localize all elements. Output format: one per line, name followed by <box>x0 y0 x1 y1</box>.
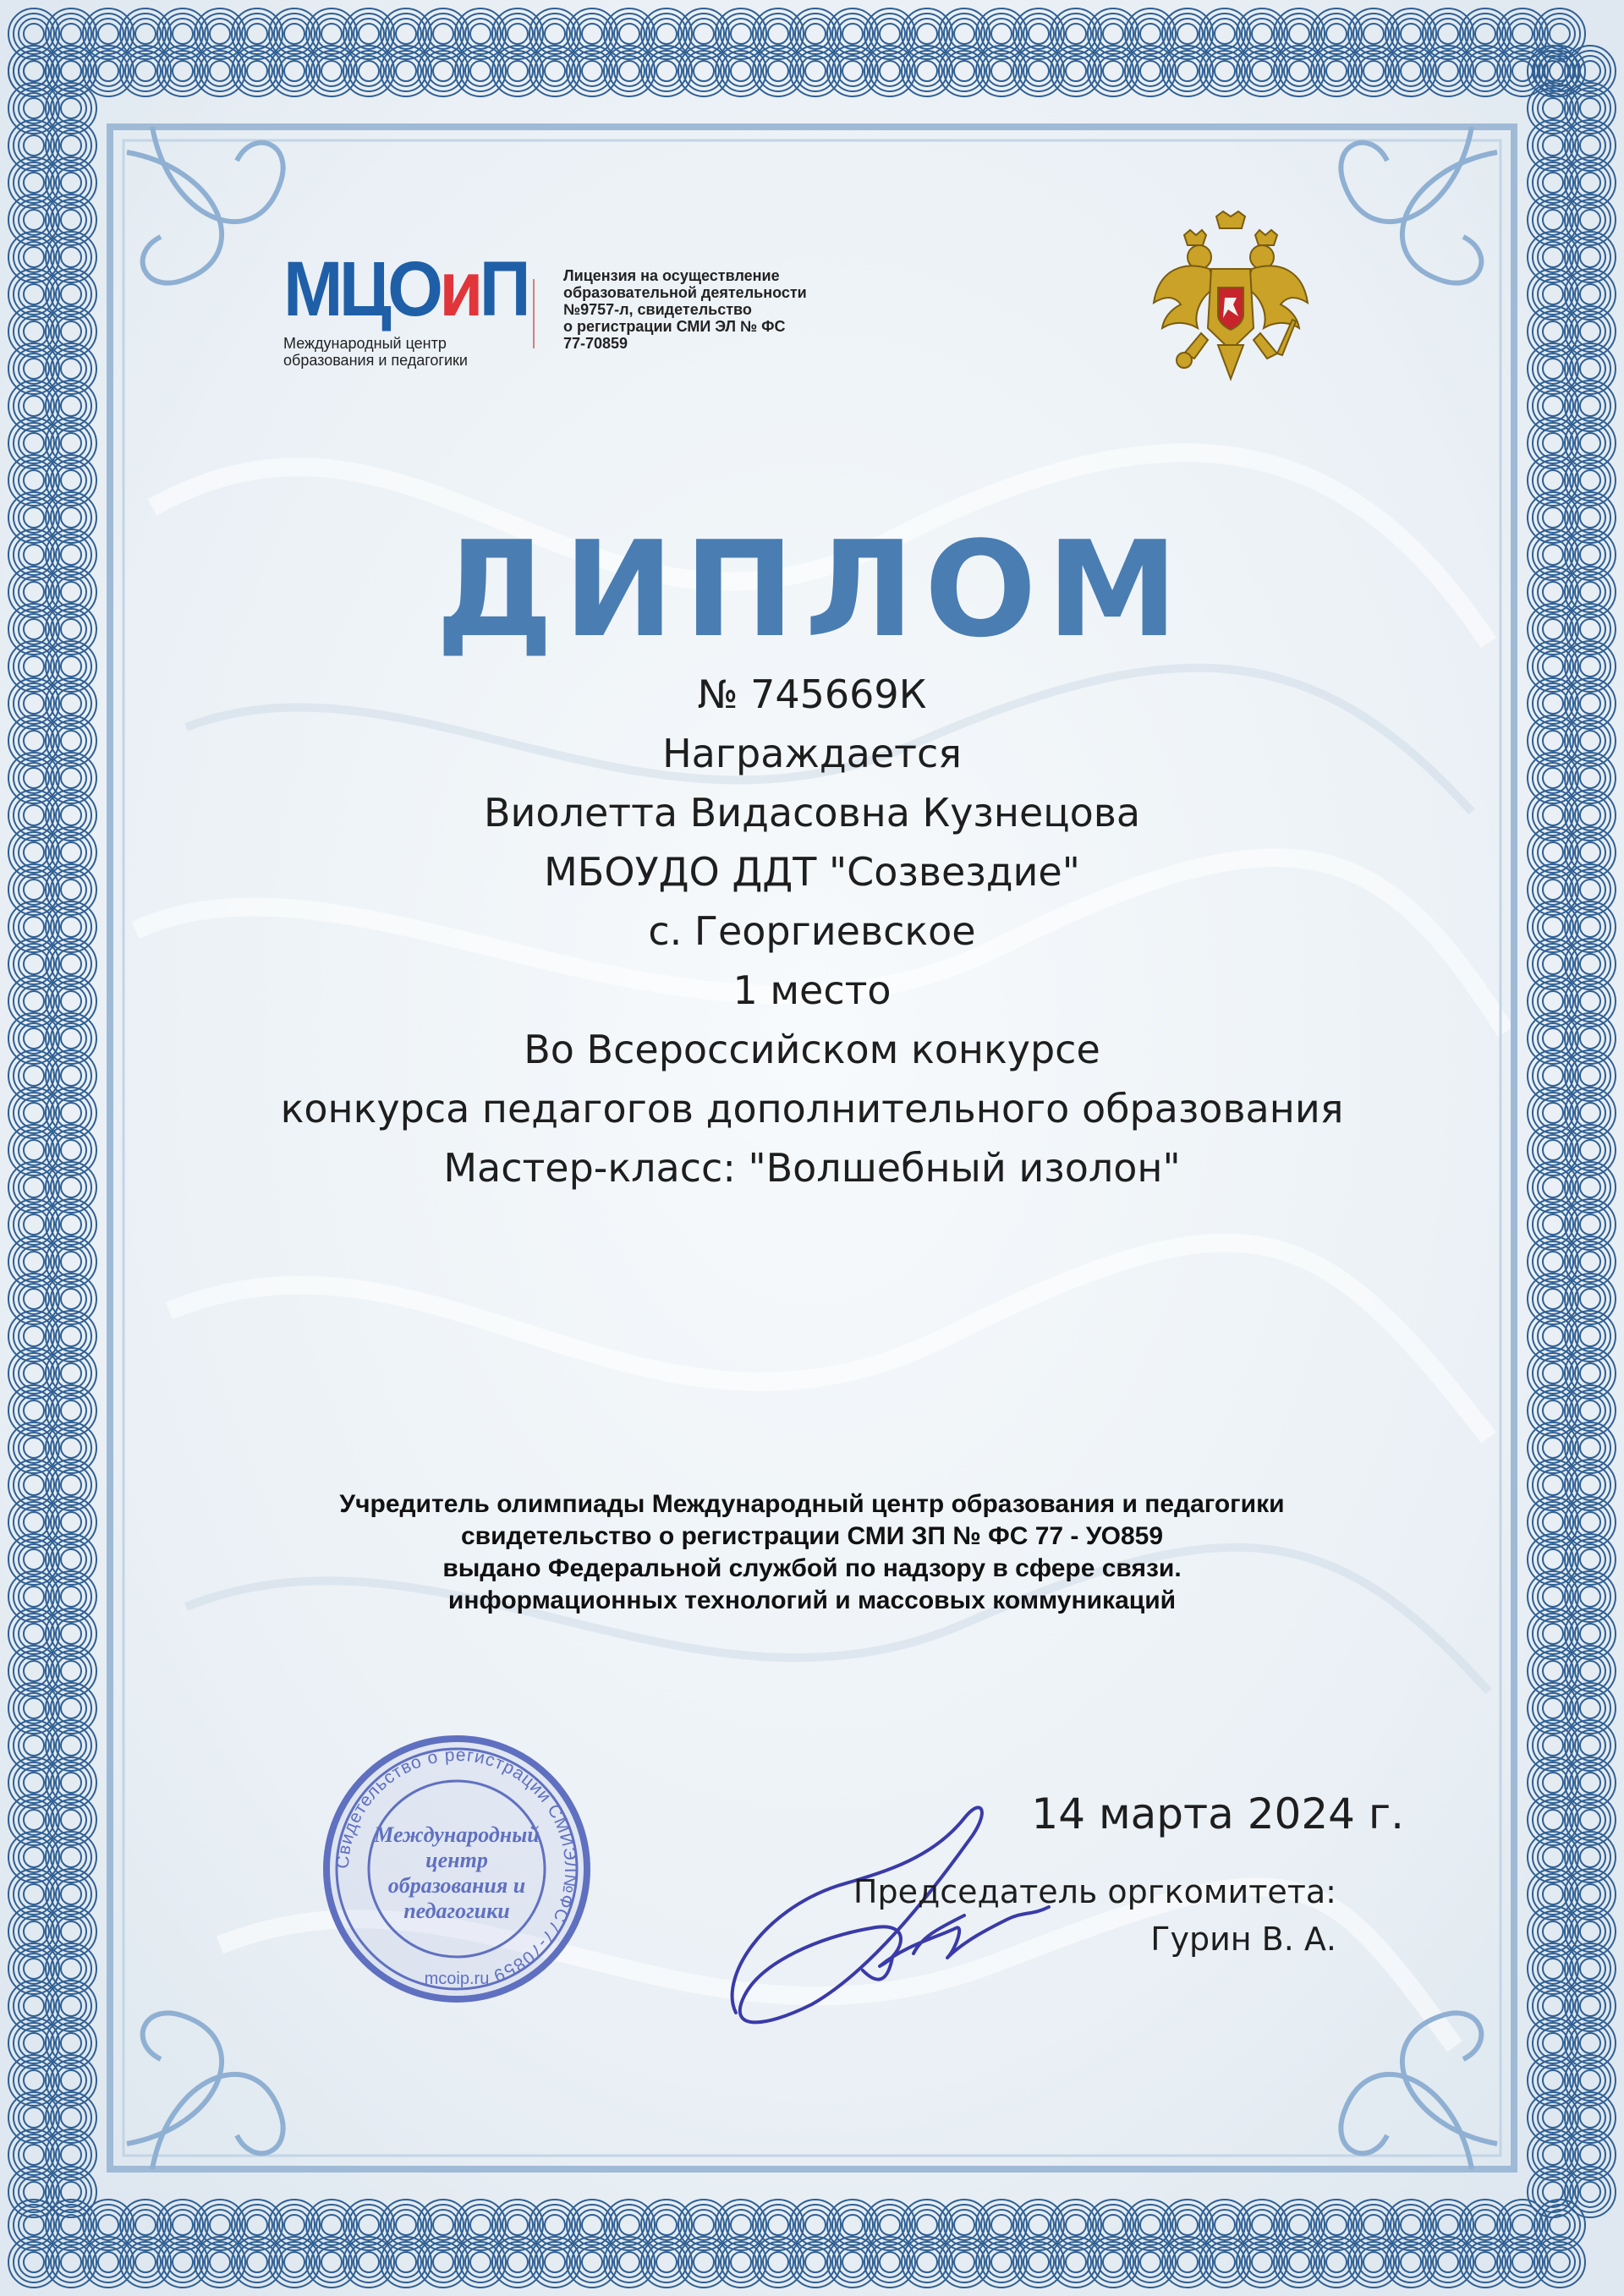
stamp-ring-text: Свидетельство о регистрации СМИЭЛ№ФС77-70859 <box>332 1745 581 1986</box>
logo-subtitle-line: образования и педагогики <box>283 352 468 369</box>
stamp-center-line: центр <box>425 1848 488 1872</box>
logo-prefix: МЦО <box>283 246 440 332</box>
work-title: Мастер-класс: "Волшебный изолон" <box>443 1145 1181 1191</box>
founder-line: выдано Федеральной службой по надзору в сфере связи. <box>442 1554 1182 1582</box>
founder-info <box>0 1488 1624 1617</box>
stamp-bottom-text: mcoip.ru <box>424 1970 490 1988</box>
logo-divider <box>533 279 535 348</box>
issue-date: 14 марта 2024 г. <box>1031 1789 1404 1838</box>
founder-line: свидетельство о регистрации СМИ ЗП № ФС 77 - УО859 <box>460 1522 1164 1550</box>
license-line: Лицензия на осуществление <box>563 267 780 284</box>
stamp-center-line: образования и <box>387 1873 526 1898</box>
founder-line: информационных технологий и массовых коммуникаций <box>447 1586 1177 1614</box>
license-line: о регистрации СМИ ЭЛ № ФС <box>563 318 786 335</box>
contest: Во Всероссийском конкурсе <box>524 1027 1100 1072</box>
awarded-label: Награждается <box>662 731 962 776</box>
chairman-role: Председатель оргкомитета: <box>853 1873 1336 1910</box>
contest-name: конкурса педагогов дополнительного образования <box>280 1086 1344 1132</box>
chairman-name: Гурин В. А. <box>1150 1921 1336 1958</box>
logo-subtitle-line: Международный центр <box>283 335 447 352</box>
official-stamp <box>321 1734 592 2004</box>
logo-subtitle <box>283 335 529 369</box>
license-line: №9757-л, свидетельство <box>563 301 752 318</box>
stamp-center-line: педагогики <box>403 1899 510 1923</box>
license-line: 77-70859 <box>563 335 628 352</box>
founder-line: Учредитель олимпиады Международный центр образования и педагогики <box>339 1490 1285 1518</box>
russian-coat-of-arms-icon <box>1150 210 1311 387</box>
diploma-number: № 745669К <box>697 671 927 717</box>
mcoip-logo <box>283 246 529 369</box>
license-info <box>563 267 851 352</box>
logo-wordmark <box>283 246 528 332</box>
stamp-center-line: Международный <box>374 1822 540 1847</box>
recipient-name: Виолетта Видасовна Кузнецова <box>483 790 1141 836</box>
organization: МБОУДО ДДТ "Созвездие" <box>544 849 1080 895</box>
diploma-title: ДИПЛОМ <box>436 512 1188 666</box>
license-line: образовательной деятельности <box>563 284 807 301</box>
logo-suffix: П <box>479 246 528 332</box>
locality: с. Георгиевское <box>648 908 976 954</box>
logo-red-letter: и <box>439 246 480 332</box>
place: 1 место <box>732 967 892 1013</box>
